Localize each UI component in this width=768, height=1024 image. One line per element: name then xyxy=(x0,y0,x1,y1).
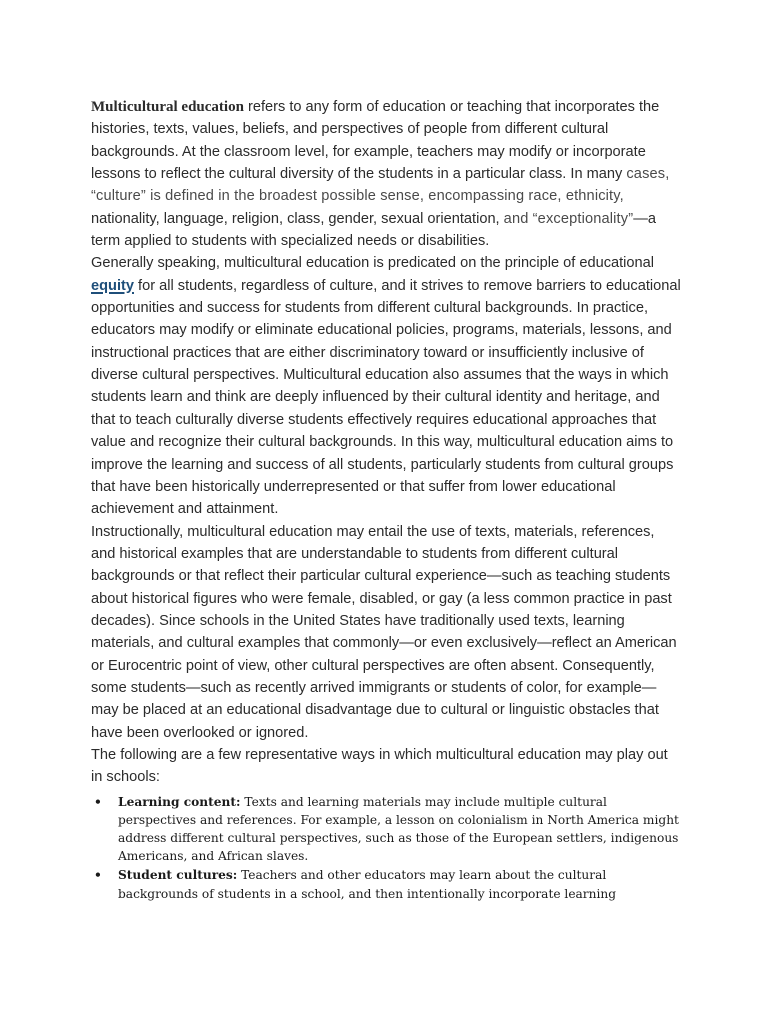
list-item xyxy=(91,866,681,902)
document-page xyxy=(91,96,681,904)
equity-link[interactable]: equity xyxy=(91,277,134,294)
definition-list-text: nationality, language, religion, class, gender, sexual orientation, xyxy=(91,210,504,227)
list-item xyxy=(91,793,681,866)
paragraph-equity xyxy=(91,252,681,520)
examples-list xyxy=(91,793,681,903)
paragraph-definition xyxy=(91,96,681,252)
lead-term: Multicultural education xyxy=(91,99,244,115)
list-item-text: Teachers and other educators may learn about the cultural backgrounds of students in a school, and then intentionally incorporate learning xyxy=(118,868,617,901)
culture-definition-text: cases, “culture” is defined in the broadest possible sense, encompassing race, ethnicity, xyxy=(91,166,670,205)
paragraph-instruction: Instructionally, multicultural education may entail the use of texts, materials, references, and historical examples that are understandable to students from different cultural backgrounds or that reflect their particular cultural experience—such as teaching students about historical figures who were female, disabled, or gay (a less common practice in past decades). Since schools in the United States have traditionally used texts, learning materials, and cultural examples that commonly—or even exclusively—reflect an American or Eurocentric point of view, other cultural perspectives are often absent. Consequently, some students—such as recently arrived immigrants or students of color, for example—may be placed at an educational disadvantage due to cultural or linguistic obstacles that have been overlooked or ignored. xyxy=(91,523,677,741)
list-item-term: Learning content: xyxy=(118,794,241,809)
definition-end-text: —a term applied to students with specialized needs or disabilities. xyxy=(91,210,656,250)
paragraph-examples-intro: The following are a few representative ways in which multicultural education may play out in schools: xyxy=(91,746,668,786)
equity-intro-text: Generally speaking, multicultural education is predicated on the principle of educational xyxy=(91,255,655,272)
list-item-text: Texts and learning materials may include multiple cultural perspectives and references. For example, a lesson on colonialism in North America might address different cultural perspectives, such as those of the European settlers, indigenous Americans, and African slaves. xyxy=(118,794,679,864)
bullet-marker: • xyxy=(94,868,102,883)
equity-body-text: for all students, regardless of culture, and it strives to remove barriers to educational opportunities and success for students from different cultural backgrounds. In practice, educators may modify or eliminate educational policies, programs, materials, lessons, and instructional practices that are either discriminatory toward or insufficiently inclusive of diverse cultural perspectives. Multicultural education also assumes that the ways in which students learn and think are deeply influenced by their cultural identity and heritage, and that to teach culturally diverse students effectively requires educational approaches that value and recognize their cultural backgrounds. In this way, multicultural education aims to improve the learning and success of all students, particularly students from cultural groups that have been historically underrepresented or that suffer from lower educational achievement and attainment. xyxy=(91,277,681,518)
bullet-marker: • xyxy=(94,794,102,809)
exceptionality-text: and “exceptionality” xyxy=(503,210,634,227)
list-item-term: Student cultures: xyxy=(118,868,238,883)
definition-text: refers to any form of education or teaching that incorporates the histories, texts, values, beliefs, and perspectives of people from different cultural backgrounds. At the classroom level, for example, teachers may modify or incorporate lessons to reflect the cultural diversity of the students in a particular class. In many xyxy=(91,99,660,183)
